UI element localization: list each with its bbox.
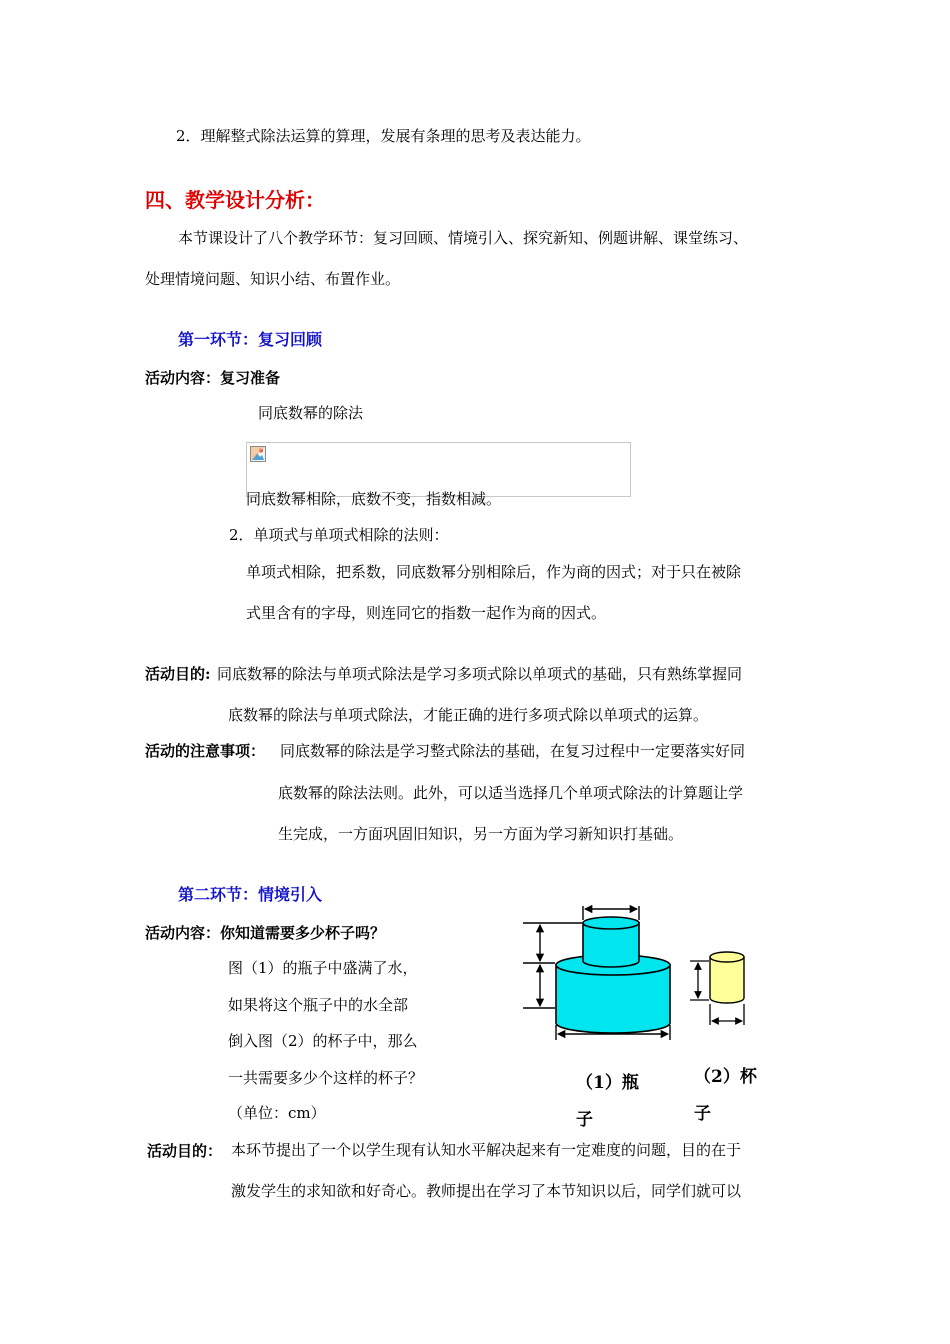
stage2-text-line-3: 倒入图（2）的杯子中，那么	[228, 1032, 418, 1050]
section-heading: 四、教学设计分析：	[145, 188, 325, 212]
stage2-purpose-line-1: 本环节提出了一个以学生现有认知水平解决起来有一定难度的问题，目的在于	[231, 1141, 742, 1159]
figure2-label-line-2: 子	[694, 1104, 711, 1124]
stage2-content-label: 活动内容：你知道需要多少杯子吗？	[145, 924, 386, 942]
stage1-notes-label: 活动的注意事项：	[145, 742, 266, 760]
stage1-item2-rule-line-1: 单项式相除，把系数，同底数幂分别相除后，作为商的因式；对于只在被除	[246, 563, 742, 581]
stage1-item2-title: 2．单项式与单项式相除的法则：	[229, 526, 449, 544]
section-intro-line-2: 处理情境问题、知识小结、布置作业。	[145, 270, 401, 288]
stage1-item2-rule-line-2: 式里含有的字母，则连同它的指数一起作为商的因式。	[246, 604, 607, 622]
cup-figure	[688, 945, 748, 1027]
stage2-text-line-2: 如果将这个瓶子中的水全部	[228, 996, 409, 1014]
stage2-purpose-line-2: 激发学生的求知欲和好奇心。教师提出在学习了本节知识以后，同学们就可以	[231, 1182, 742, 1200]
figure1-label-line-2: 子	[576, 1110, 593, 1130]
figure2-label-line-1: （2）杯	[694, 1067, 757, 1087]
bottle-figure	[520, 900, 680, 1045]
stage1-purpose-label: 活动目的:	[145, 665, 211, 683]
stage1-content-label: 活动内容：复习准备	[145, 369, 281, 387]
stage2-text-line-5: （单位：cm）	[228, 1104, 326, 1122]
stage2-heading: 第二环节：情境引入	[178, 885, 323, 904]
section-intro-line-1: 本节课设计了八个教学环节：复习回顾、情境引入、探究新知、例题讲解、课堂练习、	[178, 229, 749, 247]
stage1-notes-line-2: 底数幂的除法法则。此外，可以适当选择几个单项式除法的计算题让学	[278, 784, 744, 802]
stage2-purpose-label: 活动目的：	[147, 1142, 223, 1160]
formula-image	[246, 442, 631, 497]
stage1-item1-title: 同底数幂的除法	[258, 404, 364, 422]
stage2-text-line-1: 图（1）的瓶子中盛满了水，	[228, 959, 418, 977]
stage1-notes-line-1: 同底数幂的除法是学习整式除法的基础，在复习过程中一定要落实好同	[280, 742, 746, 760]
objective-2: 2．理解整式除法运算的算理，发展有条理的思考及表达能力。	[176, 127, 591, 145]
stage1-purpose-line-2: 底数幂的除法与单项式除法，才能正确的进行多项式除以单项式的运算。	[228, 706, 709, 724]
stage1-purpose-line-1: 同底数幂的除法与单项式除法是学习多项式除以单项式的基础，只有熟练掌握同	[217, 665, 743, 683]
stage2-text-line-4: 一共需要多少个这样的杯子？	[228, 1069, 424, 1087]
stage1-item1-rule: 同底数幂相除，底数不变，指数相减。	[246, 490, 502, 508]
stage1-notes-line-3: 生完成，一方面巩固旧知识，另一方面为学习新知识打基础。	[278, 825, 684, 843]
stage1-heading: 第一环节：复习回顾	[178, 330, 323, 349]
figure1-label-line-1: （1）瓶	[576, 1073, 639, 1093]
broken-image-icon	[250, 446, 266, 462]
